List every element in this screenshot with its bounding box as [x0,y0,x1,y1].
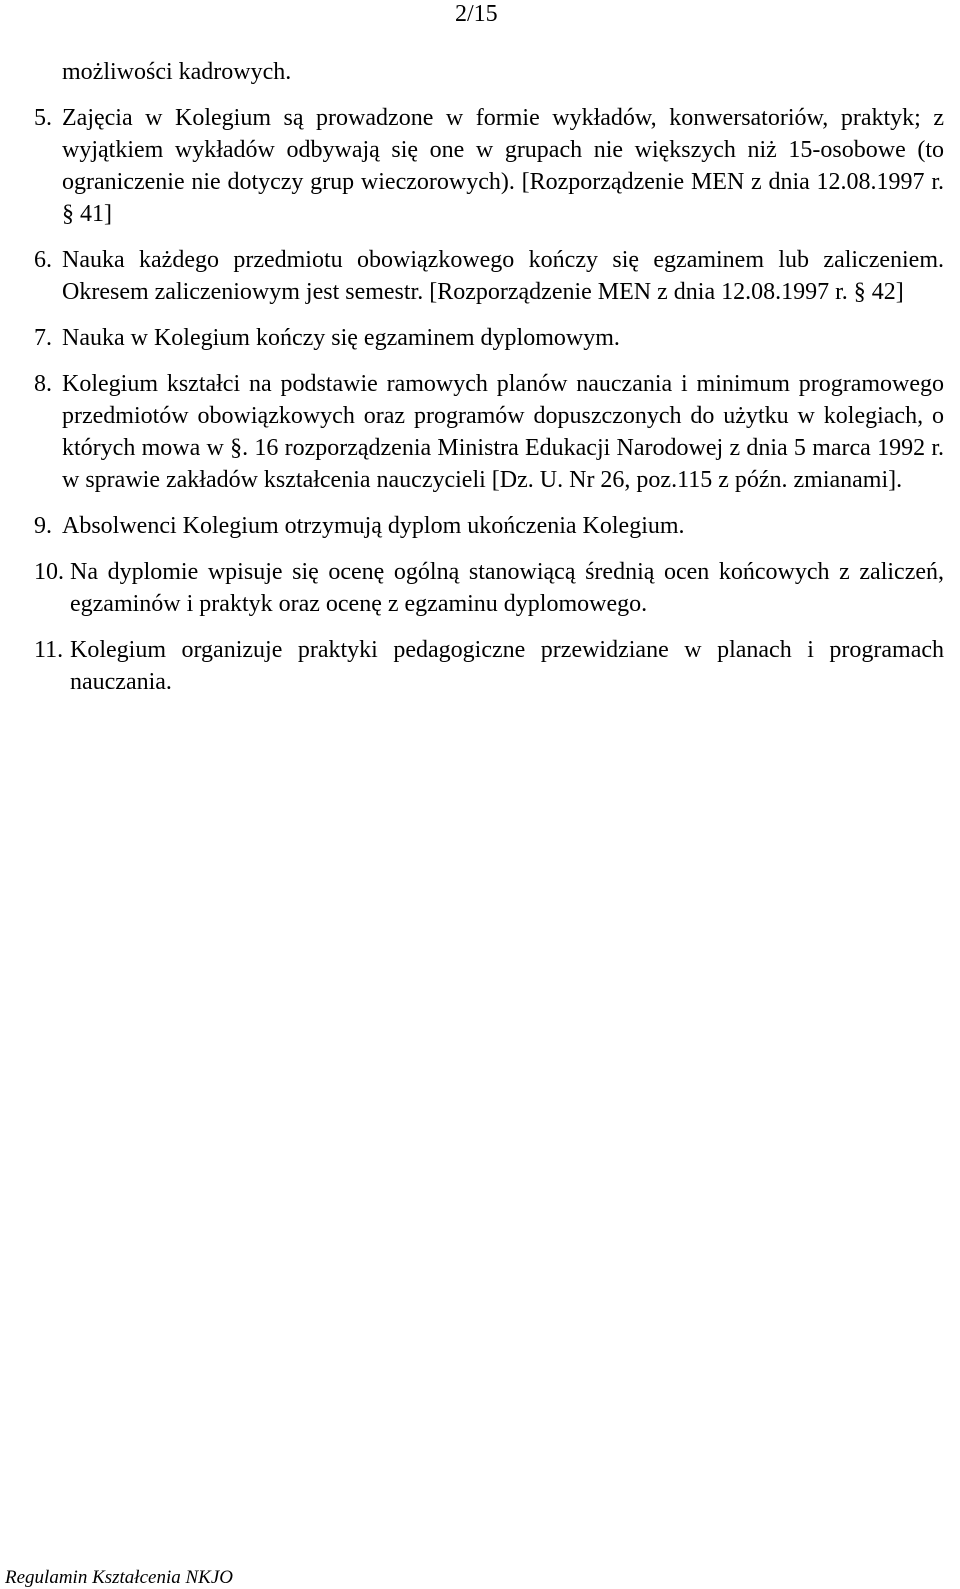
item-text: Nauka każdego przedmiotu obowiązkowego kończy się egzaminem lub zaliczeniem. Okresem zaliczeniowym jest semestr. [Rozporządzenie MEN z dnia 12.08.1997 r. § 42] [62,247,944,305]
list-item-7: 7. Nauka w Kolegium kończy się egzaminem dyplomowym. [34,322,944,354]
item-text: Kolegium kształci na podstawie ramowych planów nauczania i minimum programowego przedmiotów obowiązkowych oraz programów dopuszczonych do użytku w kolegiach, o których mowa w §. 16 rozporządzenia Ministra Edukacji Narodowej z dnia 5 marca 1992 r. w sprawie zakładów kształcenia nauczycieli [Dz. U. Nr 26, poz.115 z późn. zmianami]. [62,371,944,493]
item-text: Na dyplomie wpisuje się ocenę ogólną stanowiącą średnią ocen końcowych z zaliczeń, egzaminów i praktyk oraz ocenę z egzaminu dyplomowego. [70,559,944,617]
item-text: Absolwenci Kolegium otrzymują dyplom ukończenia Kolegium. [62,513,685,539]
list-item-6: 6. Nauka każdego przedmiotu obowiązkowego kończy się egzaminem lub zaliczeniem. Okresem zaliczeniowym jest semestr. [Rozporządzenie MEN z dnia 12.08.1997 r. § 42] [34,244,944,308]
list-item-10: 10. Na dyplomie wpisuje się ocenę ogólną stanowiącą średnią ocen końcowych z zaliczeń, egzaminów i praktyk oraz ocenę z egzaminu dyplomowego. [34,556,944,620]
page-number: 2/15 [455,1,498,27]
item-text: Zajęcia w Kolegium są prowadzone w formie wykładów, konwersatoriów, praktyk; z wyjątkiem wykładów odbywają się one w grupach nie większych niż 15-osobowe (to ograniczenie nie dotyczy grup wieczorowych). [Rozporządzenie MEN z dnia 12.08.1997 r. § 41] [62,105,944,227]
item-text: Nauka w Kolegium kończy się egzaminem dyplomowym. [62,325,620,351]
item-text: Kolegium organizuje praktyki pedagogiczne przewidziane w planach i programach nauczania. [70,637,944,695]
continuation-text: możliwości kadrowych. [62,59,292,85]
list-item-5: 5. Zajęcia w Kolegium są prowadzone w formie wykładów, konwersatoriów, praktyk; z wyjątkiem wykładów odbywają się one w grupach nie większych niż 15-osobowe (to ograniczenie nie dotyczy grup wieczorowych). [Rozporządzenie MEN z dnia 12.08.1997 r. § 41] [34,102,944,230]
document-body [34,56,944,712]
footer-title: Regulamin Kształcenia NKJO [5,1567,233,1588]
list-item-11: 11. Kolegium organizuje praktyki pedagogiczne przewidziane w planach i programach nauczania. [34,634,944,698]
list-item-8: 8. Kolegium kształci na podstawie ramowych planów nauczania i minimum programowego przedmiotów obowiązkowych oraz programów dopuszczonych do użytku w kolegiach, o których mowa w §. 16 rozporządzenia Ministra Edukacji Narodowej z dnia 5 marca 1992 r. w sprawie zakładów kształcenia nauczycieli [Dz. U. Nr 26, poz.115 z późn. zmianami]. [34,368,944,496]
list-item-9: 9. Absolwenci Kolegium otrzymują dyplom ukończenia Kolegium. [34,510,944,542]
